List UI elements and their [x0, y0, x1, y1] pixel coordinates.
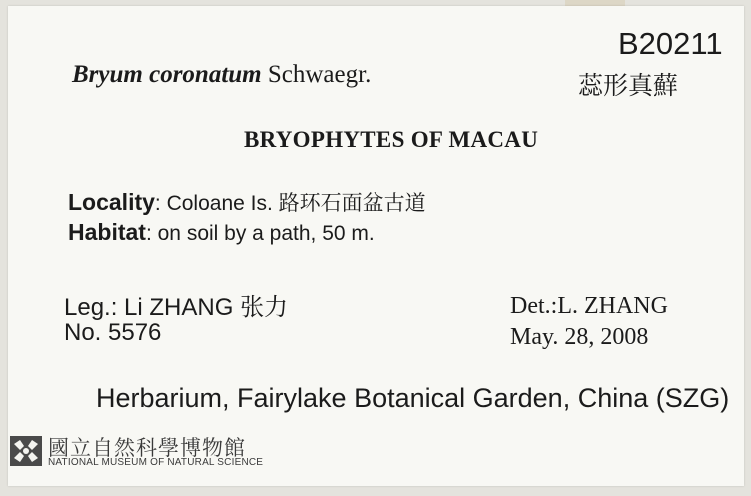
locality-key: Locality: [68, 189, 155, 215]
locality-line: [68, 187, 426, 217]
species-binomial: Bryum coronatum: [72, 61, 262, 88]
museum-chinese-name: 國立自然科學博物館: [48, 436, 246, 460]
species-chinese-name: 蕊形真蘚: [578, 71, 679, 100]
determiner-line: Det.:L. ZHANG: [510, 293, 668, 319]
collector-line: Leg.: Li ZHANG 张力: [64, 294, 289, 321]
habitat-line: [68, 219, 375, 246]
species-author: Schwaegr.: [267, 61, 372, 88]
herbarium-line: Herbarium, Fairylake Botanical Garden, China (SZG): [96, 383, 730, 413]
collection-date: May. 28, 2008: [510, 324, 649, 350]
label-heading: BRYOPHYTES OF MACAU: [244, 127, 539, 152]
collection-number: No. 5576: [64, 319, 162, 346]
habitat-value: : on soil by a path, 50 m.: [145, 222, 375, 245]
specimen-label: [8, 6, 744, 486]
museum-english-name: NATIONAL MUSEUM OF NATURAL SCIENCE: [48, 457, 264, 468]
species-name: [72, 61, 371, 89]
locality-value: : Coloane Is. 路环石面盆古道: [154, 192, 426, 215]
specimen-id: B20211: [618, 26, 723, 61]
habitat-key: Habitat: [68, 219, 146, 245]
museum-logo-icon: [10, 436, 42, 466]
